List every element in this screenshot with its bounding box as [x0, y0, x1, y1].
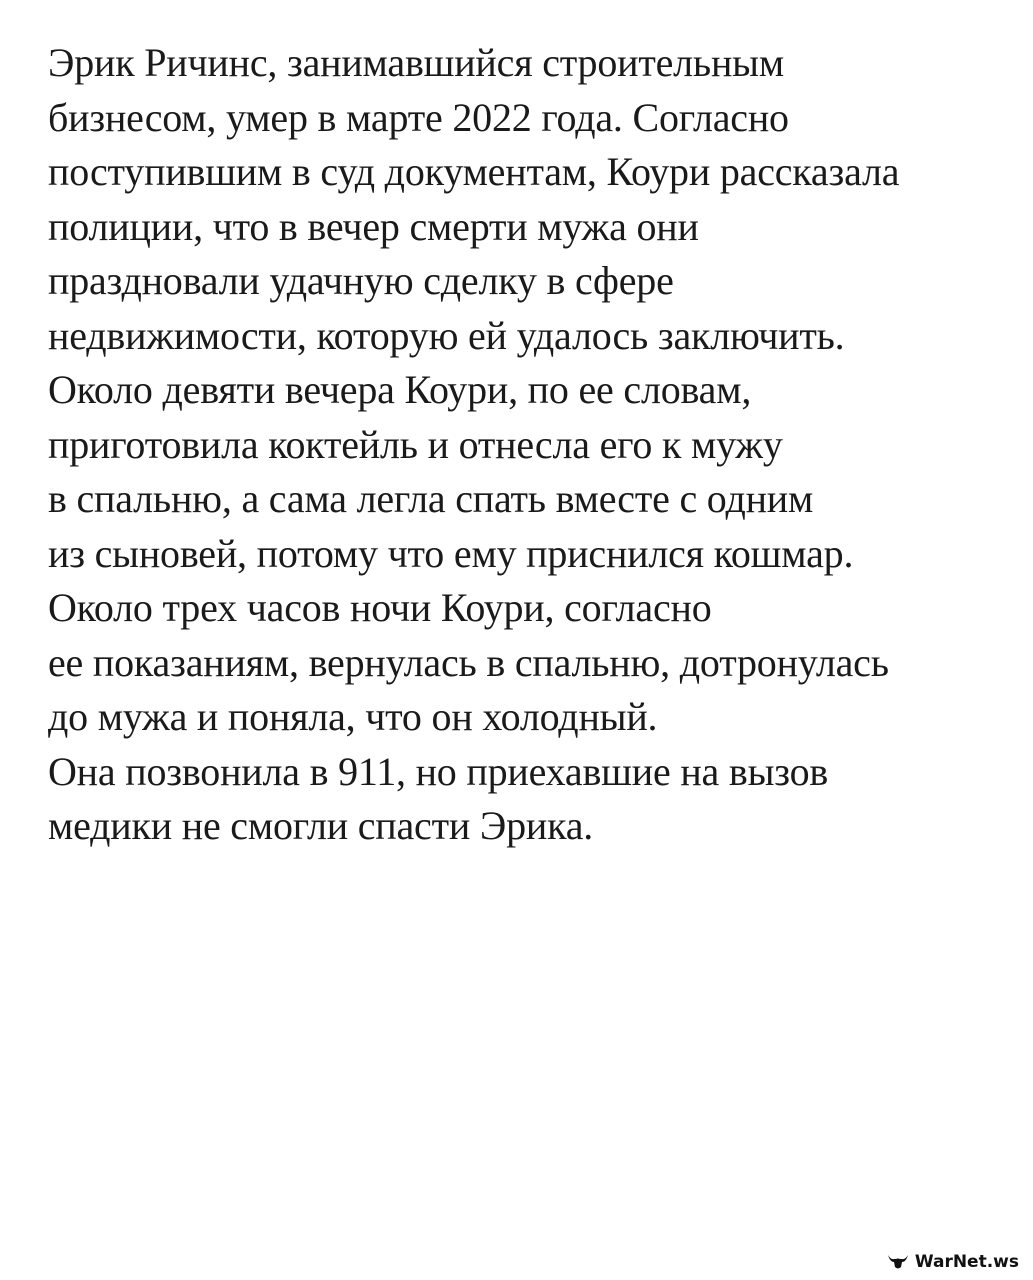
watermark [887, 1252, 1019, 1272]
watermark-text: WarNet.ws [914, 1252, 1019, 1272]
article-line: ее показаниям, вернулась в спальню, дотронулась [48, 639, 889, 685]
article-line: недвижимости, которую ей удалось заключить. [48, 312, 845, 358]
article-line: Она позвонила в 911, но приехавшие на вызов [48, 748, 829, 794]
article-line: Около девяти вечера Коури, по ее словам, [48, 367, 752, 412]
article-line: из сыновей, потому что ему приснился кошмар. [48, 530, 854, 576]
article-line: бизнесом, умер в марте 2022 года. Согласно [48, 94, 789, 140]
article-line: приготовила коктейль и отнесла его к мужу [48, 421, 783, 467]
article-line: до мужа и поняла, что он холодный. [48, 694, 658, 739]
article-line: праздновали удачную сделку в сфере [48, 258, 674, 303]
article-line: в спальню, а сама легла спать вместе с одним [48, 476, 814, 521]
article-text [48, 36, 1008, 854]
article-line: Эрик Ричинс, занимавшийся строительным [48, 40, 784, 85]
article-line: полиции, что в вечер смерти мужа они [48, 203, 699, 249]
article-line: поступившим в суд документам, Коури рассказала [48, 149, 900, 194]
article-line: Около трех часов ночи Коури, согласно [48, 585, 712, 630]
bull-icon [887, 1253, 909, 1271]
article-line: медики не смогли спасти Эрика. [48, 803, 594, 848]
